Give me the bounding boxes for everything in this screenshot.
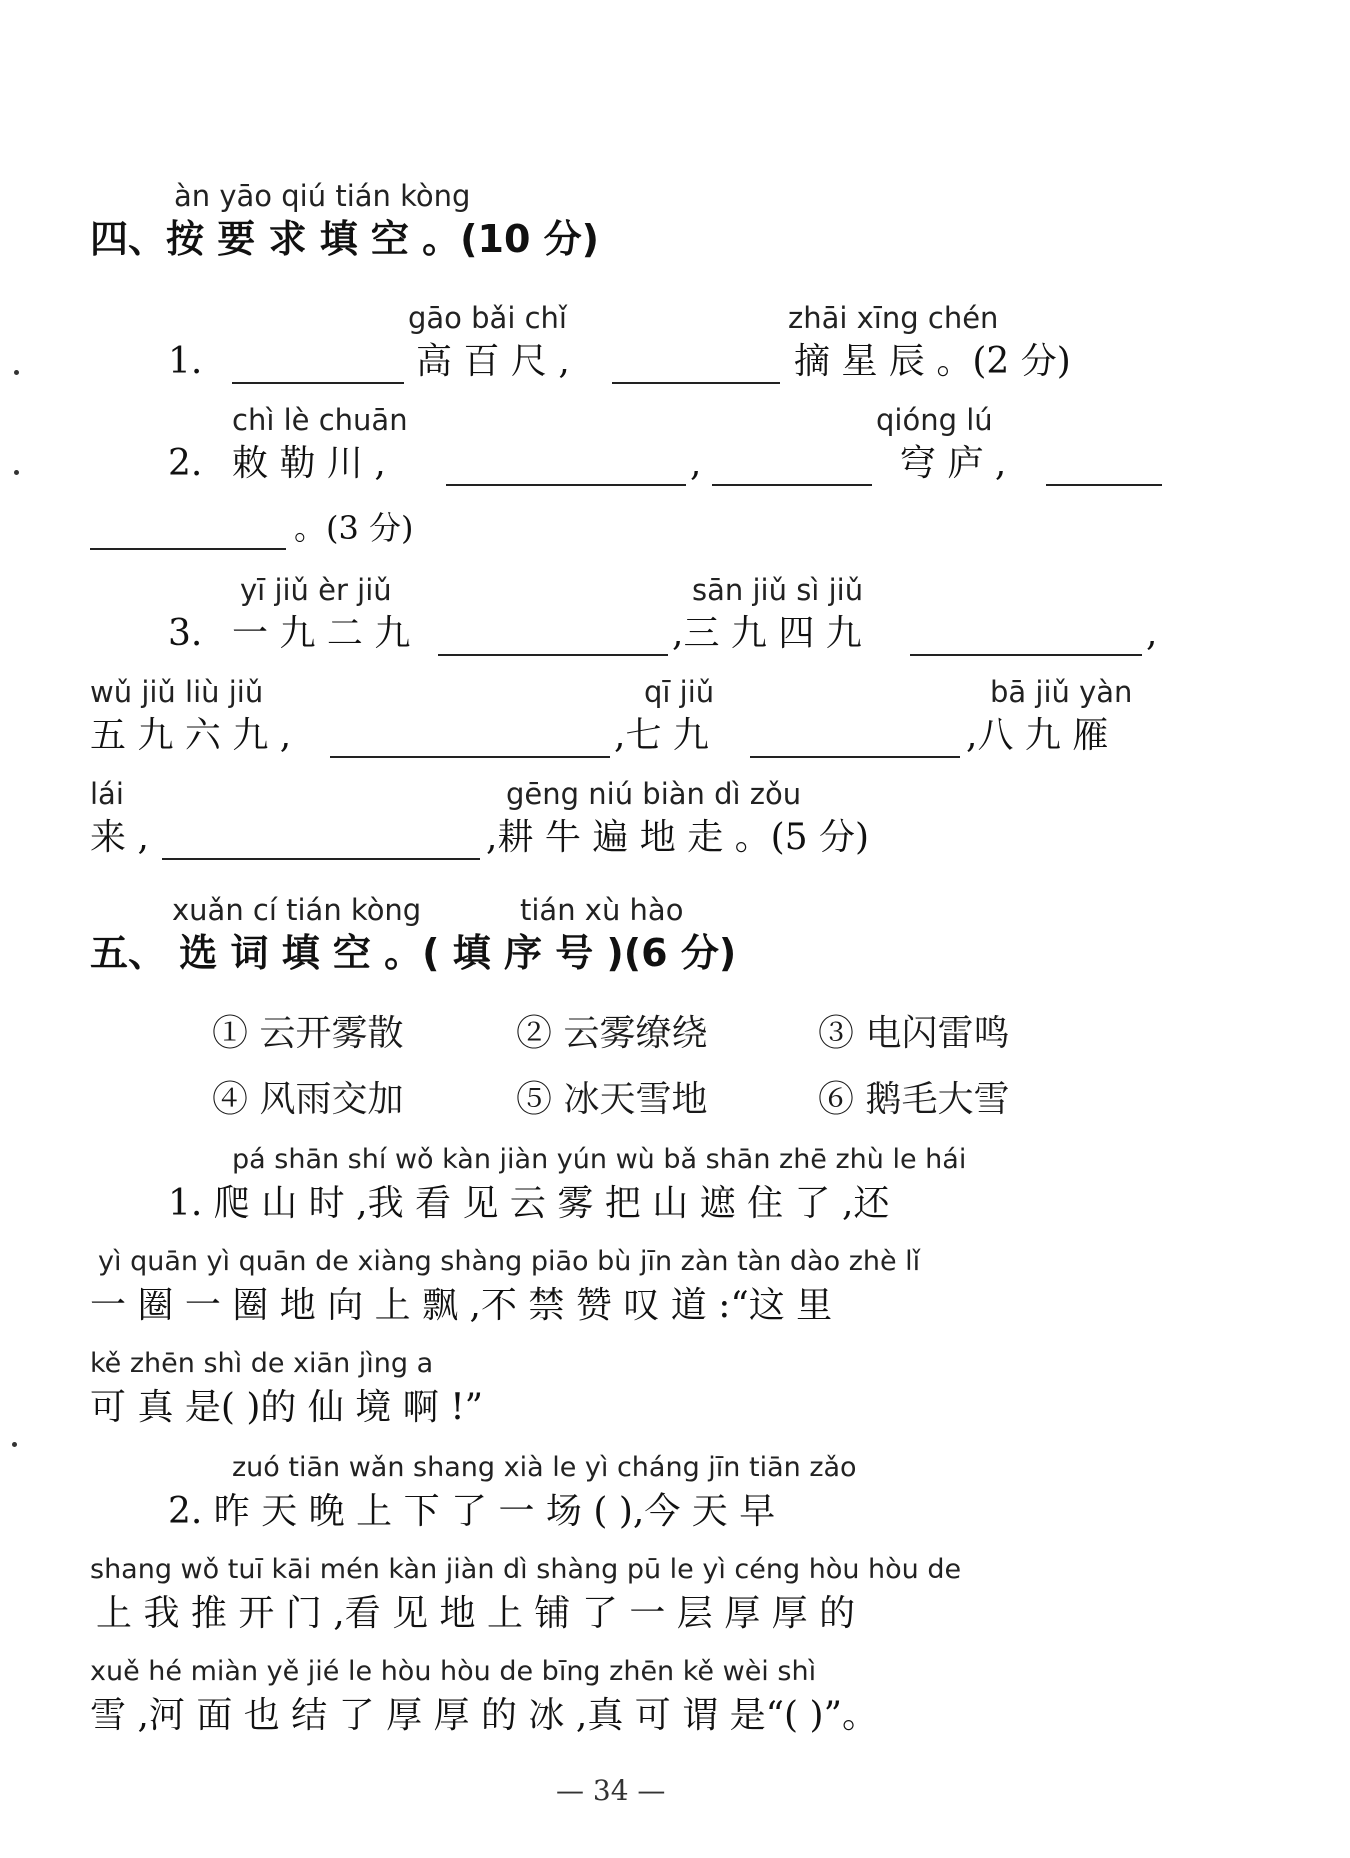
option-3	[818, 1013, 1010, 1054]
option-5-number: ⑤	[516, 1079, 553, 1120]
option-1-number: ①	[212, 1013, 249, 1054]
q3-text-c: 五 九 六 九 ,	[90, 715, 292, 756]
option-2-number: ②	[516, 1013, 553, 1054]
q1-text-b: 摘 星 辰 。(2 分)	[794, 341, 1071, 382]
q3-pinyin-b: sān jiǔ sì jiǔ	[692, 573, 864, 607]
sec4-title-pinyin: àn yāo qiú tián kòng	[174, 179, 471, 213]
q3-text-e: ,八 九 雁	[966, 715, 1109, 756]
q1-blank-1[interactable]	[232, 382, 404, 384]
option-4-number: ④	[212, 1079, 249, 1120]
q2-blank-3[interactable]	[1046, 484, 1162, 486]
q3-blank-4[interactable]	[750, 756, 960, 758]
s5q1-line-1: 1. 爬 山 时 ,我 看 见 云 雾 把 山 遮 住 了 ,还	[168, 1183, 890, 1224]
q3-pinyin-f: lái	[90, 777, 124, 811]
q1-pinyin-b: zhāi xīng chén	[788, 301, 999, 335]
q3-blank-3[interactable]	[330, 756, 610, 758]
q1-text-a: 高 百 尺 ,	[416, 341, 570, 382]
sec5-title: 五、 选 词 填 空 。( 填 序 号 )(6 分)	[90, 931, 737, 975]
q3-text-d: ,七 九	[614, 715, 709, 756]
q3-pinyin-c: wǔ jiǔ liù jiǔ	[90, 675, 264, 709]
option-3-text: 电闪雷鸣	[865, 1013, 1010, 1054]
q2-blank-1[interactable]	[446, 484, 686, 486]
margin-dot	[12, 1442, 17, 1447]
q2-number: 2.	[168, 443, 203, 484]
q3-pinyin-e: bā jiǔ yàn	[990, 675, 1133, 709]
q3-blank-1[interactable]	[438, 654, 668, 656]
sec5-pinyin-a: xuǎn cí tián kòng	[172, 893, 422, 927]
s5q1-pinyin-3: kě zhēn shì de xiān jìng a	[90, 1348, 434, 1379]
s5q2-line-3: 雪 ,河 面 也 结 了 厚 厚 的 冰 ,真 可 谓 是“( )”。	[90, 1695, 878, 1736]
page-number: — 34 —	[556, 1774, 666, 1807]
q3-text-f: 来 ,	[90, 817, 149, 858]
option-4-text: 风雨交加	[259, 1079, 404, 1120]
s5q1-pinyin-2: yì quān yì quān de xiàng shàng piāo bù jīn zàn tàn dào zhè lǐ	[98, 1246, 921, 1277]
q3-pinyin-g: gēng niú biàn dì zǒu	[506, 777, 802, 811]
s5q2-pinyin-3: xuě hé miàn yě jié le hòu hòu de bīng zhēn kě wèi shì	[90, 1656, 817, 1687]
option-5	[516, 1079, 708, 1120]
q1-pinyin-a: gāo bǎi chǐ	[408, 301, 567, 335]
q1-blank-2[interactable]	[612, 382, 780, 384]
option-2	[516, 1013, 708, 1054]
q3-comma: ,	[1146, 613, 1158, 654]
option-4	[212, 1079, 404, 1120]
option-2-text: 云雾缭绕	[563, 1013, 708, 1054]
s5q1-line-2: 一 圈 一 圈 地 向 上 飘 ,不 禁 赞 叹 道 :“这 里	[90, 1285, 833, 1326]
option-5-text: 冰天雪地	[563, 1079, 708, 1120]
q3-pinyin-d: qī jiǔ	[644, 675, 715, 709]
sec4-title: 四、按 要 求 填 空 。(10 分)	[90, 217, 599, 261]
sec5-pinyin-b: tián xù hào	[520, 893, 684, 927]
s5q2-line-2: 上 我 推 开 门 ,看 见 地 上 铺 了 一 层 厚 厚 的	[96, 1593, 856, 1634]
q3-text-a: 一 九 二 九	[232, 613, 411, 654]
s5q2-pinyin-1: zuó tiān wǎn shang xià le yì cháng jīn tiān zǎo	[232, 1452, 857, 1483]
q3-pinyin-a: yī jiǔ èr jiǔ	[240, 573, 392, 607]
margin-dot	[14, 370, 19, 375]
q1-number: 1.	[168, 341, 203, 382]
option-6	[818, 1079, 1010, 1120]
option-1-text: 云开雾散	[259, 1013, 404, 1054]
q3-text-b: ,三 九 四 九	[672, 613, 862, 654]
q3-number: 3.	[168, 613, 203, 654]
s5q2-line-1: 2. 昨 天 晚 上 下 了 一 场 ( ),今 天 早	[168, 1491, 776, 1532]
q2-pinyin-b: qióng lú	[876, 403, 993, 437]
option-3-number: ③	[818, 1013, 855, 1054]
s5q2-pinyin-2: shang wǒ tuī kāi mén kàn jiàn dì shàng pū le yì céng hòu hòu de	[90, 1554, 962, 1585]
q3-blank-2[interactable]	[910, 654, 1142, 656]
option-1	[212, 1013, 404, 1054]
q2-blank-2[interactable]	[712, 484, 872, 486]
q3-blank-5[interactable]	[162, 858, 480, 860]
q2-text-b: 穹 庐 ,	[900, 443, 1007, 484]
q2-end: 。(3 分)	[294, 509, 414, 547]
q2-blank-4[interactable]	[90, 548, 286, 550]
q2-pinyin-a: chì lè chuān	[232, 403, 408, 437]
option-6-number: ⑥	[818, 1079, 855, 1120]
q2-comma: ,	[690, 443, 702, 484]
s5q1-pinyin-1: pá shān shí wǒ kàn jiàn yún wù bǎ shān zhē zhù le hái	[232, 1144, 967, 1175]
s5q1-line-3: 可 真 是( )的 仙 境 啊 !”	[90, 1387, 484, 1428]
margin-dot	[14, 470, 19, 475]
option-6-text: 鹅毛大雪	[865, 1079, 1010, 1120]
q3-text-g: ,耕 牛 遍 地 走 。(5 分)	[486, 817, 870, 858]
q2-text-a: 敕 勒 川 ,	[232, 443, 386, 484]
